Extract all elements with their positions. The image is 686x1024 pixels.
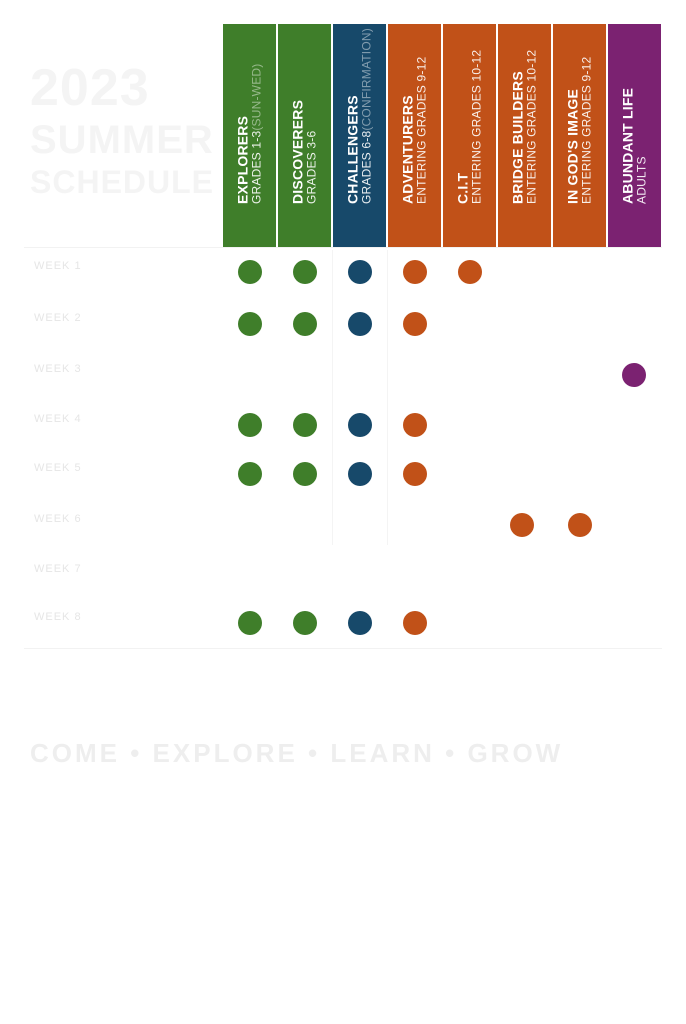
column-name: C.I.T <box>454 173 471 205</box>
title-year: 2023 <box>30 59 150 117</box>
column-header-7 <box>553 24 606 247</box>
schedule-dot <box>238 260 262 284</box>
column-name: CHALLENGERS <box>344 95 361 205</box>
column-header-3 <box>333 24 386 247</box>
row-label: WEEK 6 <box>34 513 82 525</box>
schedule-dot <box>293 260 317 284</box>
schedule-dot <box>238 462 262 486</box>
row-label: WEEK 1 <box>34 260 82 272</box>
row-label: WEEK 2 <box>34 312 82 324</box>
schedule-dot <box>458 260 482 284</box>
row-label: WEEK 7 <box>34 563 82 575</box>
schedule-dot <box>348 312 372 336</box>
schedule-dot <box>403 260 427 284</box>
column-header-5 <box>443 24 496 247</box>
column-grades: GRADES 3-6 <box>304 131 319 205</box>
column-name: IN GOD'S IMAGE <box>564 89 581 205</box>
row-label: WEEK 4 <box>34 413 82 425</box>
column-grades: ENTERING GRADES 10-12 <box>524 50 539 205</box>
title-season: SUMMER <box>30 118 214 162</box>
schedule-dot <box>403 462 427 486</box>
schedule-dot <box>348 260 372 284</box>
column-grades: ENTERING GRADES 9-12 <box>414 57 429 205</box>
column-name: ABUNDANT LIFE <box>619 88 636 205</box>
grid-bottom-rule <box>24 648 662 649</box>
column-header-4 <box>388 24 441 247</box>
schedule-dot <box>348 462 372 486</box>
column-grades: ADULTS <box>634 156 649 205</box>
schedule-dot <box>403 413 427 437</box>
schedule-dot <box>568 513 592 537</box>
schedule-dot <box>238 413 262 437</box>
column-grades-note: (CONFIRMATION) <box>359 28 374 132</box>
column-grades-note: (SUN-WED) <box>249 63 264 132</box>
schedule-dot <box>348 611 372 635</box>
schedule-dot <box>238 611 262 635</box>
schedule-dot <box>293 611 317 635</box>
column-header-1 <box>223 24 276 247</box>
schedule-title <box>30 59 220 200</box>
title-subtitle: SCHEDULE <box>30 164 215 200</box>
column-grades: GRADES 1-3(SUN-WED) <box>249 63 264 205</box>
schedule-dot <box>622 363 646 387</box>
column-header-8 <box>608 24 661 247</box>
schedule-dot <box>293 312 317 336</box>
column-name: DISCOVERERS <box>289 100 306 205</box>
column-header-2 <box>278 24 331 247</box>
schedule-dot <box>403 611 427 635</box>
column-grades: GRADES 6-8(CONFIRMATION) <box>359 28 374 205</box>
column-grades: ENTERING GRADES 10-12 <box>469 50 484 205</box>
column-divider <box>332 250 333 545</box>
grid-top-rule <box>24 247 662 248</box>
schedule-dot <box>293 413 317 437</box>
schedule-dot <box>510 513 534 537</box>
schedule-dot <box>403 312 427 336</box>
schedule-dot <box>238 312 262 336</box>
column-divider <box>387 250 388 545</box>
row-label: WEEK 5 <box>34 462 82 474</box>
column-name: EXPLORERS <box>234 116 251 205</box>
column-grades: ENTERING GRADES 9-12 <box>579 57 594 205</box>
column-header-6 <box>498 24 551 247</box>
schedule-dot <box>293 462 317 486</box>
schedule-dot <box>348 413 372 437</box>
column-name: ADVENTURERS <box>399 95 416 205</box>
tagline: COME • EXPLORE • LEARN • GROW <box>30 738 564 768</box>
row-label: WEEK 8 <box>34 611 82 623</box>
row-label: WEEK 3 <box>34 363 82 375</box>
column-name: BRIDGE BUILDERS <box>509 71 526 205</box>
